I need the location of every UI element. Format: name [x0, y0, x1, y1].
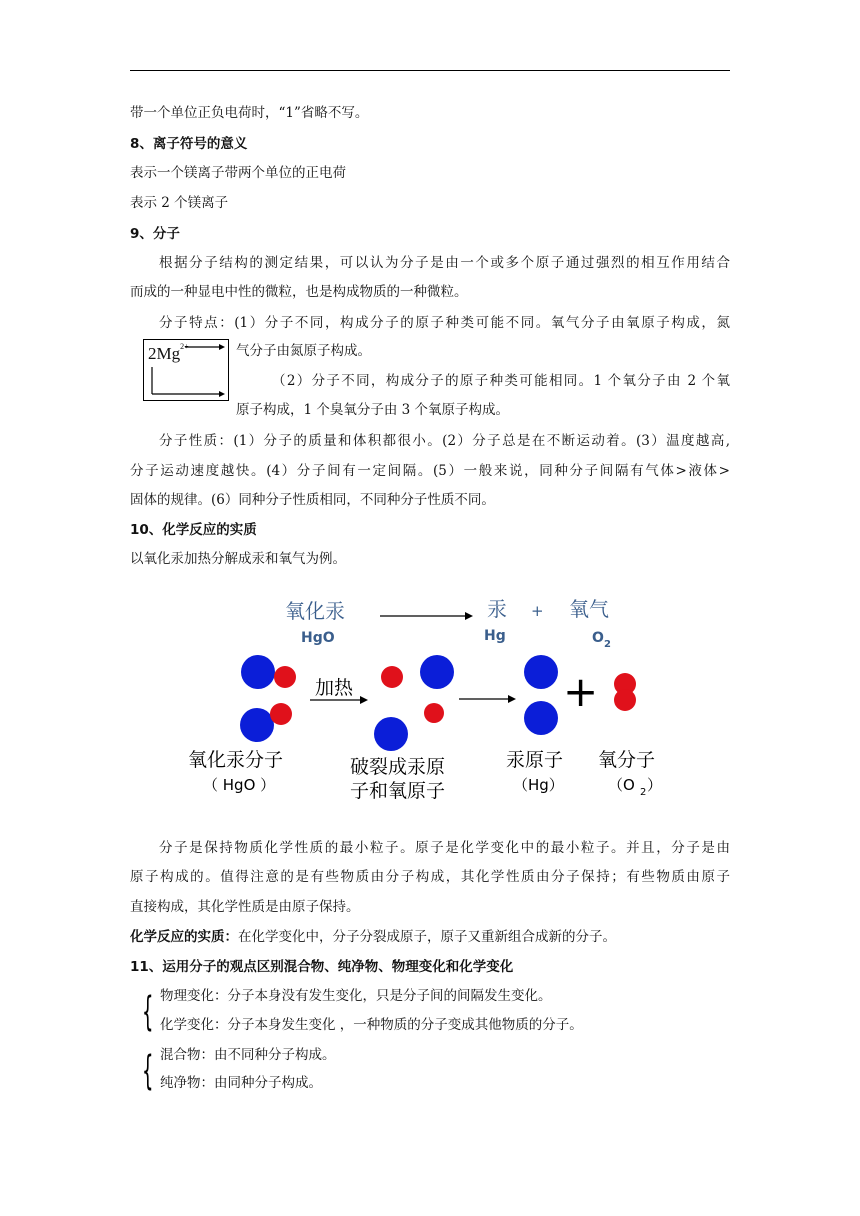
caption-hg-formula: （Hg）: [513, 776, 564, 794]
top-plus: +: [531, 602, 544, 620]
substance-brace: {: [142, 1048, 154, 1094]
caption-o2-subscript: 2: [640, 787, 647, 798]
hg-atom: [240, 708, 274, 742]
product2-formula: O: [592, 630, 604, 646]
mid-arrow-head: [360, 696, 368, 704]
o-atom: [274, 666, 296, 688]
o-atom: [614, 689, 636, 711]
chemical-change-text: 化学变化：分子本身发生变化 ，一种物质的分子变成其他物质的分子。: [160, 1017, 583, 1033]
hg-atom: [420, 655, 454, 689]
molecule-atom-para-line2: 原子构成的。值得注意的是有些物质由分子构成，其化学性质由分子保持；有些物质由原子: [130, 869, 730, 885]
molecule-property-line1: 分子性质：(1）分子的质量和体积都很小。(2）分子总是在不断运动着。(3）温度越高,: [159, 433, 730, 449]
o-atom: [381, 666, 403, 688]
change-brace: {: [142, 989, 154, 1035]
reactant-name: 氧化汞: [285, 599, 345, 623]
molecule-feature-line3: （2）分子不同，构成分子的原子种类可能相同。1 个氧分子由 2 个氧: [272, 373, 730, 389]
reactant-formula: HgO: [301, 630, 335, 646]
molecule-atom-para-line3: 直接构成，其化学性质是由原子保持。: [130, 899, 360, 915]
o-atom: [270, 703, 292, 725]
caption-hg-atom: 汞原子: [506, 749, 564, 771]
product1-name: 汞: [487, 597, 507, 621]
product2-subscript: 2: [604, 639, 611, 650]
molecule-def-line2: 而成的一种显电中性的微粒，也是构成物质的一种微粒。: [130, 284, 468, 300]
top-arrow-head: [465, 612, 473, 620]
intro-line: 带一个单位正负电荷时，“1”省略不写。: [130, 105, 369, 121]
section-9-heading: 9、分子: [130, 226, 180, 242]
condition-label: 加热: [315, 677, 354, 699]
molecule-property-line3: 固体的规律。(6）同种分子性质相同，不同种分子性质不同。: [130, 492, 495, 508]
o-atom: [424, 703, 444, 723]
caption-o2-molecule: 氧分子: [598, 749, 656, 771]
hg-atom: [374, 717, 408, 751]
section-8-heading: 8、离子符号的意义: [130, 136, 248, 152]
caption-break-line2: 子和氧原子: [350, 780, 446, 802]
caption-hgo-formula: （ HgO ）: [203, 776, 276, 794]
reaction-example: 以氧化汞加热分解成汞和氧气为例。: [130, 551, 346, 567]
right-arrow-head: [508, 695, 516, 703]
section-11-heading: 11、运用分子的观点区别混合物、纯净物、物理变化和化学变化: [130, 959, 514, 975]
ion-symbol: $2Mg^{2+}$: [148, 342, 189, 363]
ion-symbol-arrows: [143, 339, 229, 401]
molecule-atom-para-line1: 分子是保持物质化学性质的最小粒子。原子是化学变化中的最小粒子。并且，分子是由: [159, 840, 730, 856]
molecule-def-line1: 根据分子结构的测定结果，可以认为分子是由一个或多个原子通过强烈的相互作用结合: [159, 255, 730, 271]
ion-symbol-diagram: [143, 339, 229, 401]
reaction-essence: [130, 927, 616, 947]
molecule-feature-line4: 原子构成，1 个臭氧分子由 3 个氧原子构成。: [236, 402, 510, 418]
section-10-heading: 10、化学反应的实质: [130, 522, 257, 538]
mercury-oxide-diagram: [175, 592, 685, 812]
reaction-essence-text: 在化学变化中，分子分裂成原子，原子又重新组合成新的分子。: [238, 929, 616, 945]
caption-hgo-molecule: 氧化汞分子: [188, 749, 284, 771]
caption-o2-formula-close: ）: [647, 776, 663, 794]
physical-change-text: 物理变化：分子本身没有发生变化，只是分子间的间隔发生变化。: [160, 988, 552, 1004]
big-plus: +: [563, 667, 599, 716]
molecule-feature-line2: 气分子由氮原子构成。: [236, 343, 371, 359]
ion-meaning-1: 表示一个镁离子带两个单位的正电荷: [130, 165, 346, 181]
ion-charge: 2+: [180, 342, 189, 351]
molecule-feature-line1: 分子特点：(1）分子不同，构成分子的原子种类可能不同。氧气分子由氧原子构成，氮: [159, 315, 730, 331]
hg-atom: [524, 701, 558, 735]
pure-substance-text: 纯净物：由同种分子构成。: [160, 1075, 322, 1091]
hg-atom: [524, 655, 558, 689]
product2-name: 氧气: [569, 597, 609, 621]
caption-o2-formula-open: （O: [608, 776, 635, 794]
header-rule: [130, 70, 730, 71]
reaction-essence-label: 化学反应的实质：: [130, 929, 238, 945]
caption-break-line1: 破裂成汞原: [350, 756, 446, 778]
ion-meaning-2: 表示 2 个镁离子: [130, 195, 229, 211]
molecule-property-line2: 分子运动速度越快。(4）分子间有一定间隔。(5）一般来说，同种分子间隔有气体>液体>: [130, 463, 730, 479]
hg-atom: [241, 655, 275, 689]
product1-formula: Hg: [484, 628, 506, 644]
mixture-text: 混合物：由不同种分子构成。: [160, 1047, 336, 1063]
